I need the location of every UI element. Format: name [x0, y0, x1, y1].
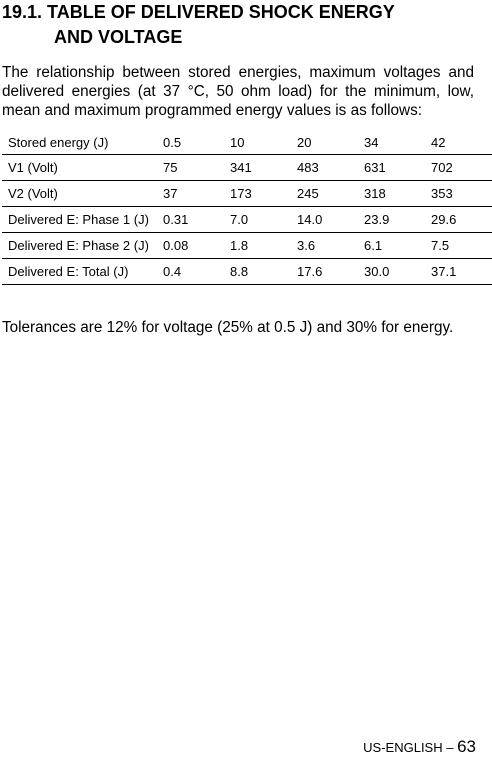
table-cell: 173	[223, 181, 290, 207]
table-cell: 7.0	[223, 207, 290, 233]
shock-energy-table	[2, 130, 492, 285]
intro-paragraph	[2, 63, 474, 120]
table-cell: 353	[424, 181, 492, 207]
section-heading-line-2: AND VOLTAGE	[54, 27, 183, 47]
table-row-v2	[2, 181, 492, 207]
table-cell: 318	[357, 181, 424, 207]
table-cell: 8.8	[223, 259, 290, 285]
table-cell: 1.8	[223, 233, 290, 259]
table-cell: 37	[156, 181, 223, 207]
table-row-total	[2, 259, 492, 285]
table-cell: 37.1	[424, 259, 492, 285]
table-cell: 245	[290, 181, 357, 207]
section-heading	[2, 0, 395, 50]
intro-line-2: delivered energies (at 37 °C, 50 ohm load) for the minimum, low,	[2, 83, 474, 100]
row-label: Delivered E: Phase 1 (J)	[2, 207, 156, 233]
table-cell: 23.9	[357, 207, 424, 233]
table-cell: 10	[223, 130, 290, 155]
table-cell: 42	[424, 130, 492, 155]
table-cell: 34	[357, 130, 424, 155]
page-footer	[363, 737, 476, 758]
table-row-phase-2	[2, 233, 492, 259]
row-label: Delivered E: Total (J)	[2, 259, 156, 285]
table-cell: 14.0	[290, 207, 357, 233]
footer-language-label: US-ENGLISH –	[363, 740, 458, 755]
intro-line-3: mean and maximum programmed energy values is as follows:	[2, 102, 422, 119]
table-cell: 75	[156, 155, 223, 181]
table-cell: 0.5	[156, 130, 223, 155]
table-row-v1	[2, 155, 492, 181]
table-cell: 30.0	[357, 259, 424, 285]
table-cell: 0.4	[156, 259, 223, 285]
table-cell: 7.5	[424, 233, 492, 259]
table-cell: 17.6	[290, 259, 357, 285]
table-cell: 3.6	[290, 233, 357, 259]
table-cell: 341	[223, 155, 290, 181]
row-label: Stored energy (J)	[2, 130, 156, 155]
intro-line-1: The relationship between stored energies, maximum voltages and	[2, 64, 474, 81]
section-heading-line-1: 19.1. TABLE OF DELIVERED SHOCK ENERGY	[2, 2, 395, 22]
table-cell: 6.1	[357, 233, 424, 259]
table-cell: 29.6	[424, 207, 492, 233]
table-cell: 702	[424, 155, 492, 181]
row-label: Delivered E: Phase 2 (J)	[2, 233, 156, 259]
table-cell: 483	[290, 155, 357, 181]
row-label: V2 (Volt)	[2, 181, 156, 207]
row-label: V1 (Volt)	[2, 155, 156, 181]
table-cell: 0.31	[156, 207, 223, 233]
table-cell: 20	[290, 130, 357, 155]
table-row-stored-energy	[2, 130, 492, 155]
tolerance-note: Tolerances are 12% for voltage (25% at 0.5 J) and 30% for energy.	[2, 319, 454, 336]
page-number: 63	[457, 737, 476, 756]
table-cell: 0.08	[156, 233, 223, 259]
table-cell: 631	[357, 155, 424, 181]
table-row-phase-1	[2, 207, 492, 233]
